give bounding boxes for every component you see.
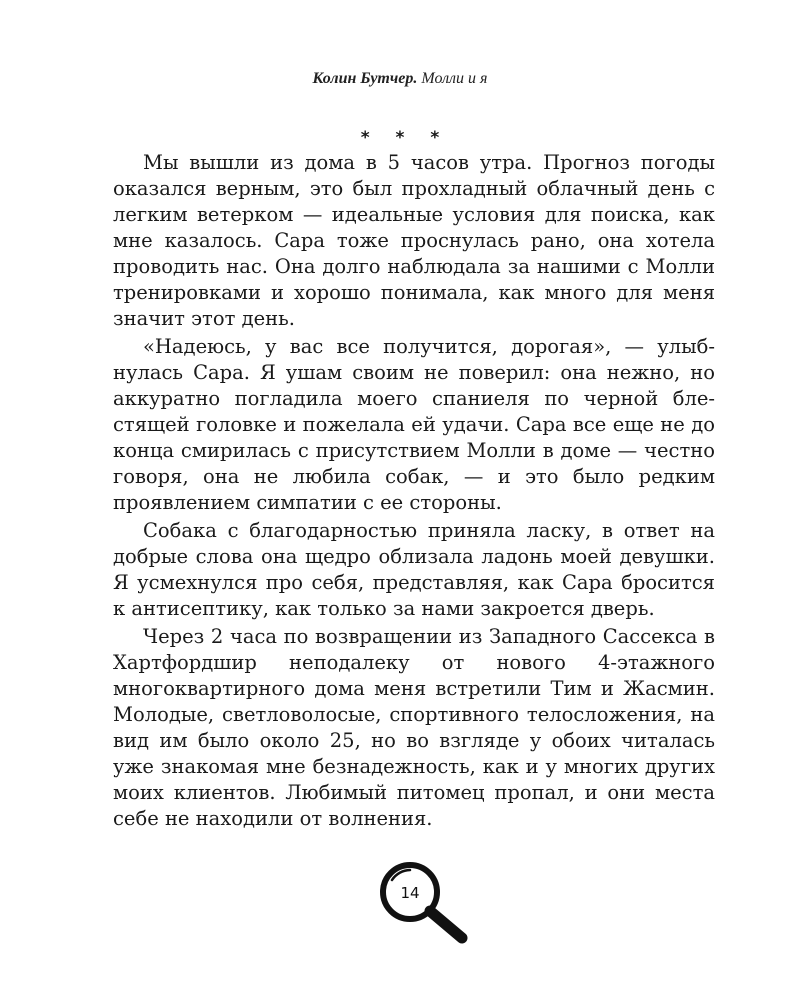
page-number: 14 <box>400 884 420 902</box>
running-header <box>0 70 800 88</box>
paragraph: «Надеюсь, у вас все получится, дорогая», — улыбнулась Сара. Я ушам своим не поверил: она нежно, но аккуратно погладила моего спаниеля по черной блестящей головке и пожелала ей удачи. Сара все еще не до конца смирилась с присутствием Молли в доме — честно говоря, она не любила собак, — и это было редким проявлением симпатии с ее стороны. <box>113 335 715 514</box>
body-text <box>113 150 715 834</box>
magnifying-glass-icon <box>370 858 480 948</box>
header-book-title: Молли и я <box>421 70 488 87</box>
paragraph: Мы вышли из дома в 5 часов утра. Прогноз погоды оказался верным, это был прохладный облачный день с легким ветерком — идеальные условия для поиска, как мне казалось. Сара тоже проснулась рано, она хотела проводить нас. Она долго наблюдала за нашими с Молли тренировками и хорошо понимала, как много для меня значит этот день. <box>113 151 715 330</box>
paragraph: Собака с благодарностью приняла ласку, в ответ на добрые слова она щедро облизала ладонь моей девушки. Я усмехнулся про себя, представляя, как Сара бросится к антисептику, как только за нами закроется дверь. <box>113 519 715 620</box>
page-number-magnifier <box>370 858 480 948</box>
paragraph: Через 2 часа по возвращении из Западного Сассекса в Хартфордшир неподалеку от нового 4-этажного многоквартирного дома меня встретили Тим и Жасмин. Молодые, светловолосые, спортивного телосложения, на вид им было около 25, но во взгляде у обоих читалась уже знакомая мне безнадежность, как и у многих других моих клиентов. Любимый питомец пропал, и они места себе не находили от волнения. <box>113 625 715 830</box>
section-divider: * * * <box>360 128 450 148</box>
header-author: Колин Бутчер. <box>312 70 418 87</box>
